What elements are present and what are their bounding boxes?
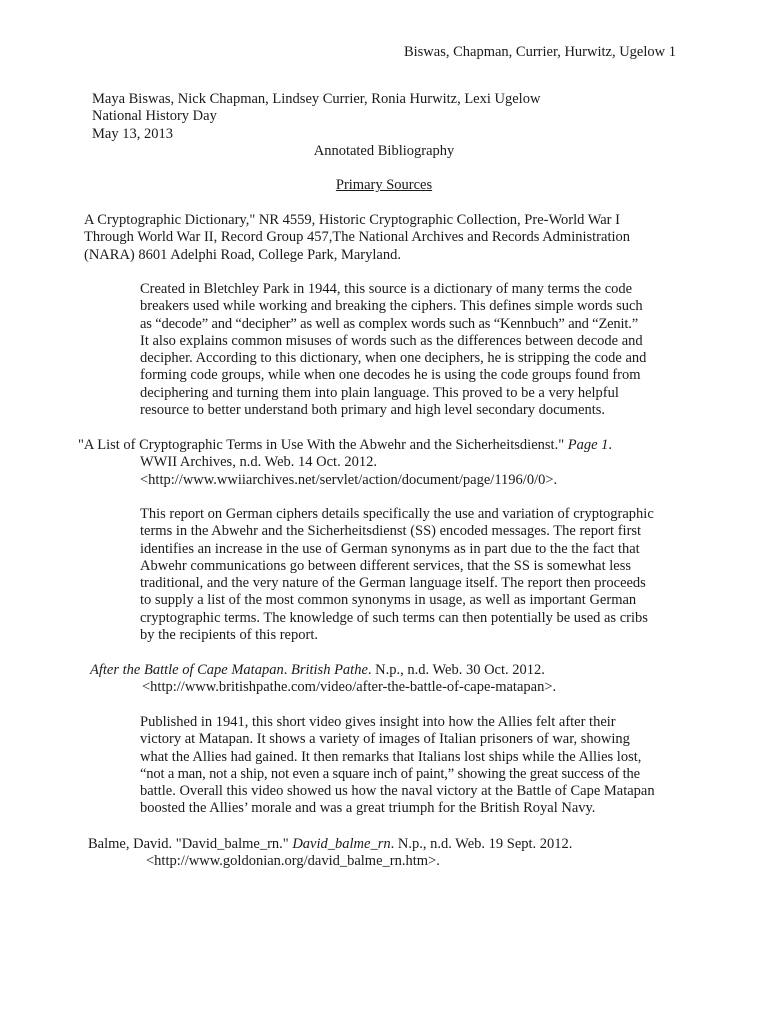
citation-url: <http://www.wwiiarchives.net/servlet/action/document/page/1196/0/0>. [140,471,558,488]
annotation-line: It also explains common misuses of words such as the differences between decode and [140,332,643,349]
annotation-line: to supply a list of the most common synonyms in usage, as well as important German [140,592,637,609]
annotation-line: forming code groups, while when one decodes he is using the code groups found from [140,367,641,384]
annotation-line: cryptographic terms. The knowledge of such terms can then potentially be used as cribs [140,609,648,626]
bibliography-entry-citation [88,836,572,871]
annotation-line: resource to better understand both primary and high level secondary documents. [140,402,606,419]
citation-punctuation: . [608,437,613,453]
section-title: Primary Sources [335,177,433,193]
citation-author-title: Balme, David. "David_balme_rn." [88,836,293,852]
bibliography-entry-citation [90,662,556,697]
annotation-line: traditional, and the very nature of the German language itself. The report then proceeds [140,575,646,592]
running-head: Biswas, Chapman, Currier, Hurwitz, Ugelow 1 [403,44,676,60]
document-title: Annotated Bibliography [313,143,455,159]
date-line: May 13, 2013 [92,125,173,142]
authors-line: Maya Biswas, Nick Chapman, Lindsey Currier, Ronia Hurwitz, Lexi Ugelow [92,91,541,107]
course-line: National History Day [92,108,217,125]
citation-source-italic: Page 1 [567,437,609,453]
annotation-line: This report on German ciphers details specifically the use and variation of cryptographic [140,506,654,522]
annotation-line: decipher. According to this dictionary, when one deciphers, he is stripping the code and [140,350,647,367]
annotation-line: Created in Bletchley Park in 1944, this source is a dictionary of many terms the code [140,281,633,297]
citation-line [78,437,612,454]
annotation-line: deciphering and turning them into plain language. This proved to be a very helpful [140,384,619,401]
annotation-line: by the recipients of this report. [140,627,318,644]
annotation-line: victory at Matapan. It shows a variety of images of Italian prisoners of war, showing [140,731,630,748]
citation-line [88,836,572,853]
citation-line: (NARA) 8601 Adelphi Road, College Park, Maryland. [84,246,401,263]
citation-punctuation: . [283,662,291,678]
bibliography-entry-annotation [140,281,646,419]
annotation-line: battle. Overall this video showed us how the naval victory at the Battle of Cape Matapan [140,783,655,800]
citation-line: Through World War II, Record Group 457,The National Archives and Records Administration [84,229,631,246]
bibliography-entry-citation [84,212,630,264]
citation-line: A Cryptographic Dictionary," NR 4559, Historic Cryptographic Collection, Pre-World War I [84,212,620,228]
annotation-line: identifies an increase in the use of German synonyms as in part due to the the fact that [140,540,640,557]
citation-url: <http://www.britishpathe.com/video/after-the-battle-of-cape-matapan>. [142,679,557,696]
annotation-line: Abwehr communications go between different services, that the SS is somewhat less [140,557,632,574]
annotation-line: Published in 1941, this short video gives insight into how the Allies felt after their [140,714,616,730]
citation-source-italic: David_balme_rn [292,836,391,852]
citation-publication: . N.p., n.d. Web. 30 Oct. 2012. [367,662,545,678]
annotation-line: “not a man, not a ship, not even a square inch of paint,” showing the great success of the [140,765,640,782]
heading-block [92,91,540,143]
bibliography-entry-citation [78,437,612,489]
citation-publication: . N.p., n.d. Web. 19 Sept. 2012. [390,836,573,852]
annotation-line: what the Allies had gained. It then remarks that Italians lost ships while the Allies lost, [140,748,642,765]
citation-title: "A List of Cryptographic Terms in Use With the Abwehr and the Sicherheitsdienst." [78,437,565,453]
citation-source-italic: British Pathe [290,662,368,678]
bibliography-entry-annotation [140,506,654,644]
annotation-line: breakers used while working and breaking the ciphers. This defines simple words such [140,298,643,315]
annotation-line: terms in the Abwehr and the Sicherheitsdienst (SS) encoded messages. The report first [140,523,642,540]
bibliography-entry-annotation [140,714,655,818]
citation-title-italic: After the Battle of Cape Matapan [90,662,284,678]
citation-line [90,662,556,679]
annotation-line: boosted the Allies’ morale and was a great triumph for the British Royal Navy. [140,800,596,817]
citation-line: WWII Archives, n.d. Web. 14 Oct. 2012. [140,454,377,471]
citation-url: <http://www.goldonian.org/david_balme_rn.htm>. [146,853,440,870]
annotation-line: as “decode” and “decipher” as well as complex words such as “Kennbuch” and “Zenit.” [140,315,639,332]
